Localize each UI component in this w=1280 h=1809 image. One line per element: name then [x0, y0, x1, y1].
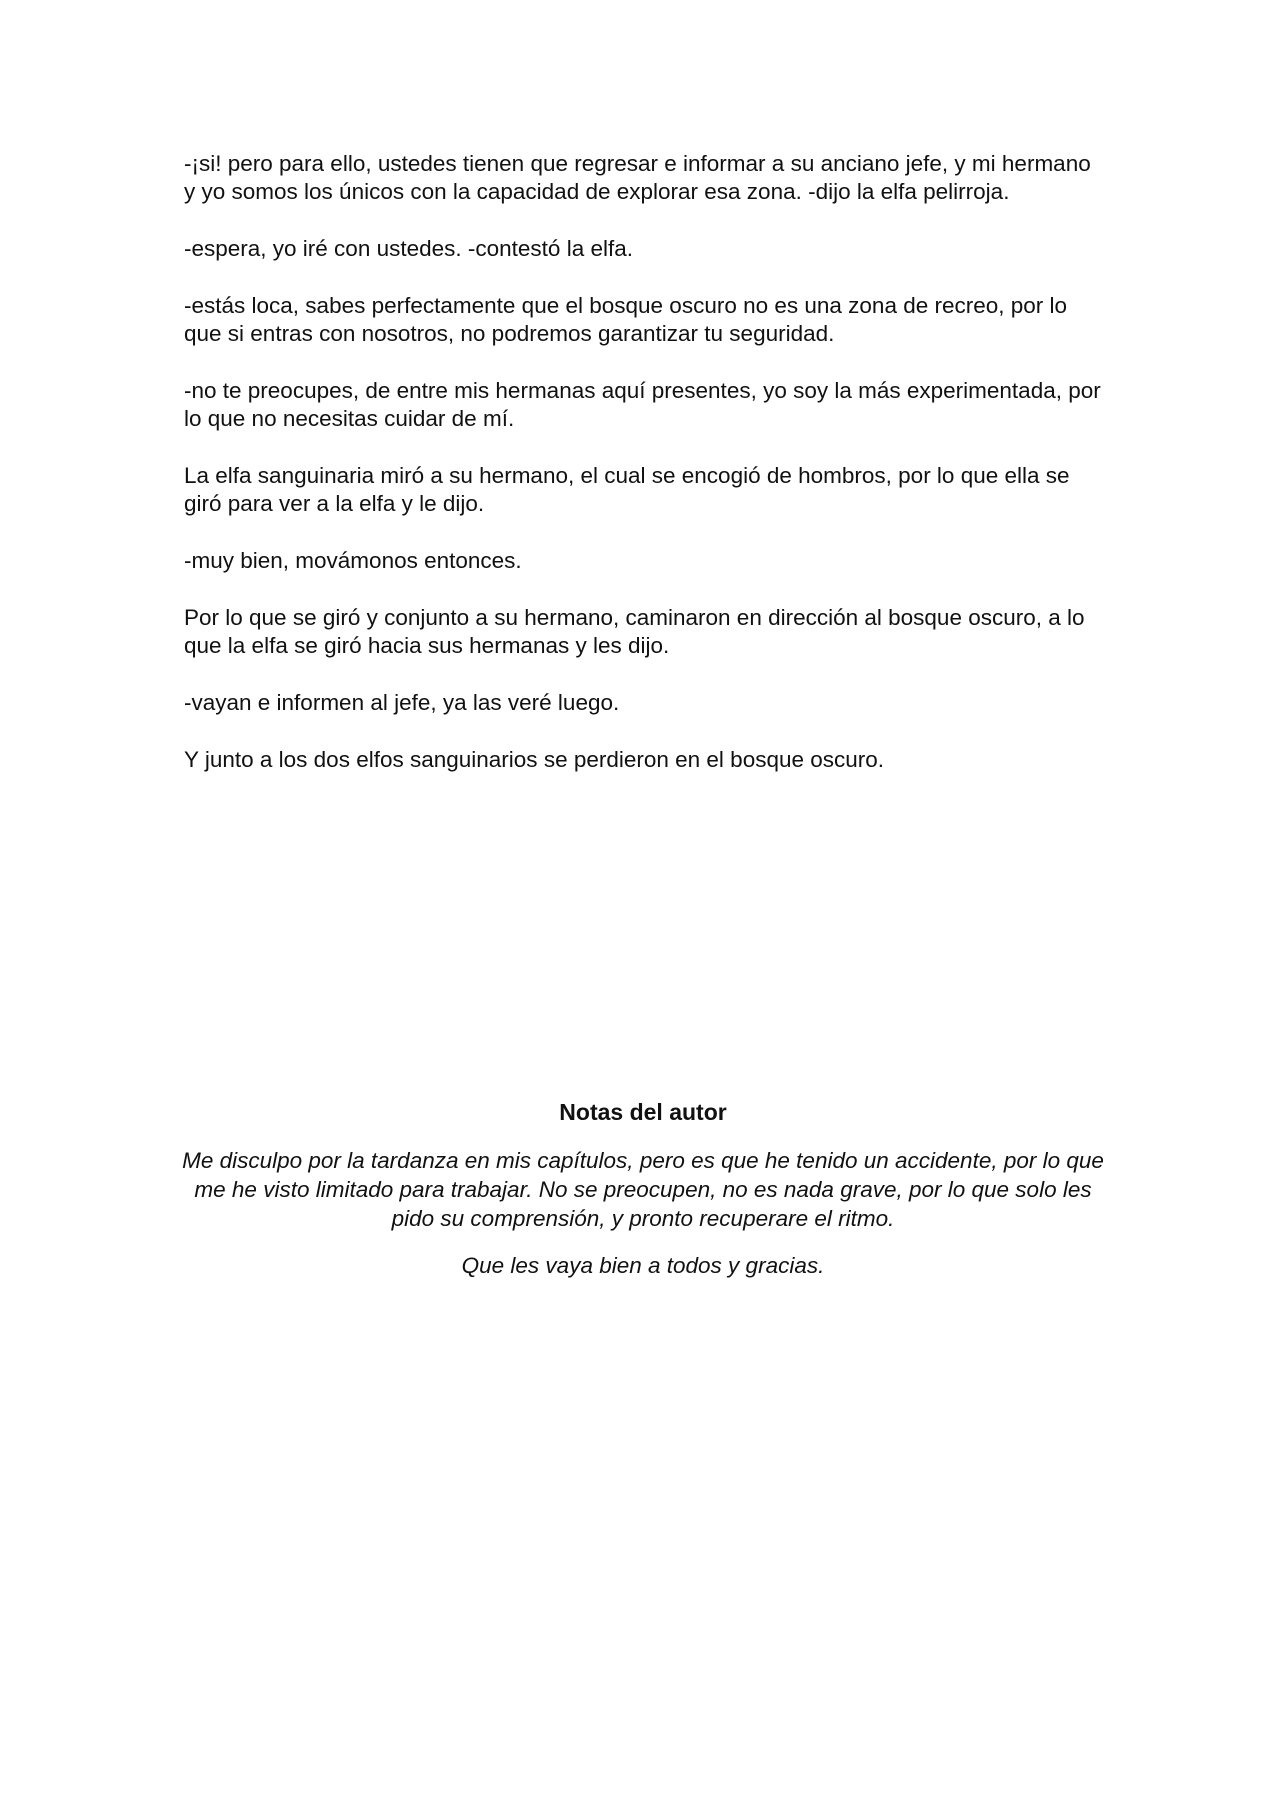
story-paragraph: Por lo que se giró y conjunto a su hermano, caminaron en dirección al bosque oscuro, a lo que la elfa se giró hacia sus hermanas y les dijo. [184, 605, 1085, 658]
author-notes-paragraph: Me disculpo por la tardanza en mis capítulos, pero es que he tenido un accidente, por lo que me he visto limitado para trabajar. No se preocupen, no es nada grave, por lo que solo les pido su comprensión, y pronto recuperare el ritmo. [182, 1148, 1104, 1231]
story-paragraph: La elfa sanguinaria miró a su hermano, el cual se encogió de hombros, por lo que ella se giró para ver a la elfa y le dijo. [184, 463, 1070, 516]
author-notes-closing: Que les vaya bien a todos y gracias. [461, 1253, 825, 1278]
story-body [184, 150, 1104, 803]
story-paragraph: -espera, yo iré con ustedes. -contestó la elfa. [184, 236, 633, 261]
story-paragraph: -vayan e informen al jefe, ya las veré luego. [184, 690, 620, 715]
story-paragraph: -no te preocupes, de entre mis hermanas aquí presentes, yo soy la más experimentada, por lo que no necesitas cuidar de mí. [184, 378, 1101, 431]
story-paragraph: -muy bien, movámonos entonces. [184, 548, 522, 573]
story-paragraph: -estás loca, sabes perfectamente que el bosque oscuro no es una zona de recreo, por lo que si entras con nosotros, no podremos garantizar tu seguridad. [184, 293, 1068, 346]
author-notes-heading: Notas del autor [559, 1099, 727, 1125]
story-paragraph: -¡si! pero para ello, ustedes tienen que regresar e informar a su anciano jefe, y mi hermano y yo somos los únicos con la capacidad de explorar esa zona. -dijo la elfa pelirroja. [184, 151, 1091, 204]
author-notes [180, 1098, 1106, 1298]
story-paragraph: Y junto a los dos elfos sanguinarios se perdieron en el bosque oscuro. [184, 747, 885, 772]
